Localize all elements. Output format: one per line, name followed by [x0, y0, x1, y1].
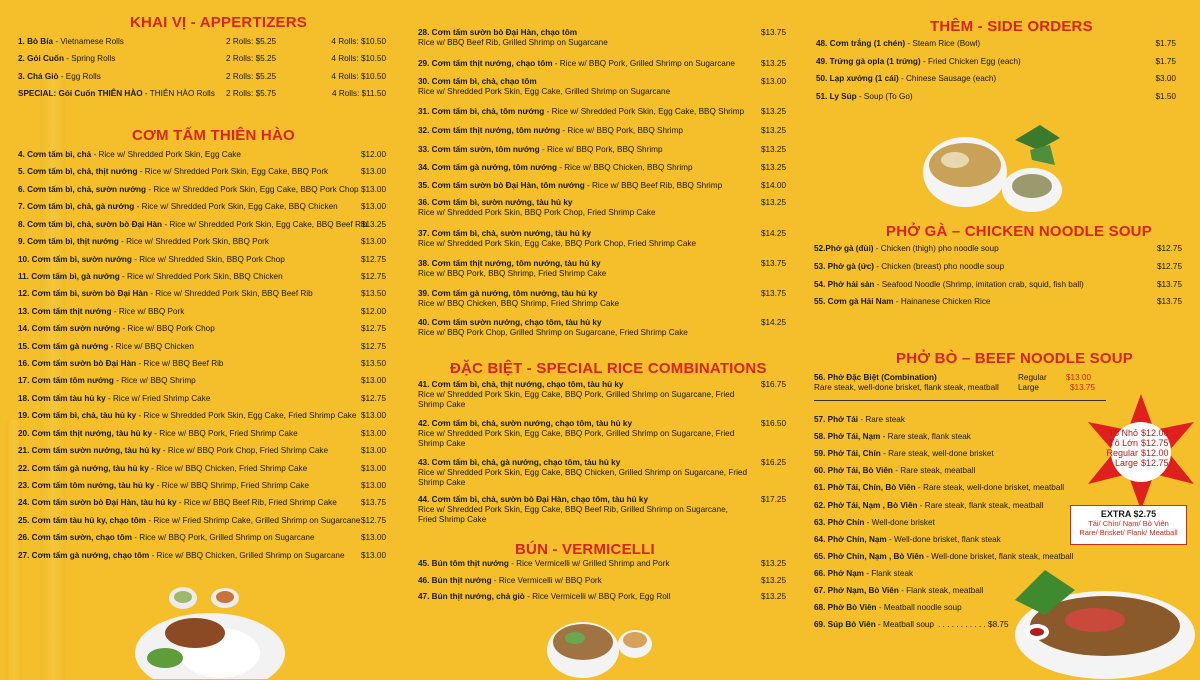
- item-desc: - Rice w/ Shredded Pork Skin, Egg Cake, BBQ Pork: [137, 167, 329, 177]
- item-price: $1.50: [1155, 91, 1176, 101]
- item-price: $12.75: [360, 271, 386, 281]
- pho-combo-desc: Rare steak, well-done brisket, flank steak, meatball: [814, 383, 999, 392]
- beef-pho-item: [814, 449, 1104, 459]
- appetizer-item: [18, 72, 386, 82]
- item-name: SPECIAL: Gỏi Cuốn THIÊN HÀO: [18, 88, 143, 98]
- menu-item: [418, 289, 786, 309]
- item-desc: - Rice Vermicelli w/ Grilled Shrimp and Pork: [508, 559, 670, 568]
- pho-combo-item: [814, 373, 1104, 393]
- item-name: 12. Cơm tấm bì, sườn bò Đại Hàn: [18, 289, 148, 299]
- item-name: 36. Cơm tấm bì, sườn nướng, tàu hủ ky: [418, 198, 573, 207]
- menu-item: [418, 198, 786, 218]
- item-desc: - Rice w/ BBQ Pork, Grilled Shrimp on Sugarcane: [552, 59, 735, 68]
- item-desc: - Rice w/ BBQ Pork, BBQ Shrimp: [539, 145, 663, 154]
- vermicelli-item: [418, 592, 786, 602]
- item-desc: - Rice w/ BBQ Pork, BBQ Shrimp: [560, 126, 683, 135]
- item-price: $13.25: [760, 126, 786, 135]
- menu-item: [18, 481, 386, 491]
- item-price: $13.00: [360, 184, 386, 194]
- item-price: $13.00: [360, 446, 386, 456]
- pho-combo-large-price: $13.75: [1070, 383, 1096, 392]
- side-item: [816, 92, 1176, 102]
- item-price: $13.25: [760, 107, 786, 116]
- item-desc: - Soup (To Go): [856, 91, 913, 101]
- item-name: 34. Cơm tấm gà nướng, tôm nướng: [418, 163, 557, 172]
- menu-item: [18, 516, 386, 526]
- item-price: $13.00: [360, 463, 386, 473]
- item-desc: - Rice Vermicelli w/ BBQ Pork, Egg Roll: [524, 592, 671, 601]
- menu-item: [18, 202, 386, 212]
- menu-item: [418, 145, 786, 155]
- menu-item: [18, 272, 386, 282]
- menu-item: [18, 255, 386, 265]
- item-price: $14.25: [760, 229, 786, 238]
- star-size-label: Regular: [1106, 448, 1138, 458]
- item-price: $13.75: [760, 259, 786, 268]
- vermicelli-item: [418, 559, 786, 569]
- item-name: 6. Cơm tấm bì, chả, sườn nướng: [18, 184, 147, 194]
- item-desc: - Rice w/ BBQ Beef Rib, BBQ Shrimp: [584, 181, 723, 190]
- item-desc: - Rice w/ Shredded Pork Skin, Egg Cake, BBQ Pork Chop: [146, 184, 359, 194]
- chicken-pho-item: [814, 244, 1182, 254]
- item-name: 21. Cơm tấm sườn nướng, tàu hủ ky: [18, 446, 161, 456]
- item-desc: Rice w/ Shredded Pork Skin, Egg Cake, BBQ Pork, Grilled Shrimp on Sugarcane, Fried Shrimp Cake: [418, 390, 735, 409]
- item-price: $14.25: [760, 318, 786, 327]
- item-price: $13.00: [360, 376, 386, 386]
- item-name: 15. Cơm tấm gà nướng: [18, 341, 109, 351]
- item-price: $13.25: [360, 219, 386, 229]
- item-name: 50. Lạp xưởng (1 cái): [816, 74, 899, 83]
- menu-item: [18, 289, 386, 299]
- item-name: 68. Phở Bò Viên: [814, 603, 877, 613]
- item-name: 46. Bún thịt nướng: [418, 575, 492, 585]
- menu-item: [18, 167, 386, 177]
- item-desc: - Rare steak, flank steak, meatball: [917, 500, 1044, 510]
- menu-item: [418, 229, 786, 249]
- pho-combo-regular-label: Regular: [1018, 373, 1047, 382]
- item-price: $1.75: [1155, 39, 1176, 48]
- star-size-label: Tô Nhỏ: [1108, 428, 1138, 438]
- item-name: 60. Phở Tái, Bò Viên: [814, 466, 893, 476]
- item-name: 9. Cơm tấm bì, thịt nướng: [18, 237, 119, 247]
- item-price: $16.75: [760, 380, 786, 389]
- item-desc: - Rice w/ BBQ Pork: [111, 306, 185, 316]
- vermicelli-item: [418, 576, 786, 586]
- menu-item: [418, 126, 786, 136]
- item-name: 47. Bún thịt nướng, chả giò: [418, 592, 525, 601]
- item-name: 41. Cơm tấm bì, chả, thịt nướng, chạo tôm, tàu hủ ky: [418, 380, 624, 389]
- menu-item: [18, 359, 386, 369]
- item-name: 38. Cơm tấm thịt nướng, tôm nướng, tàu hủ ky: [418, 259, 601, 268]
- item-price: $12.75: [360, 324, 386, 334]
- extra-line-en: Rare/ Brisket/ Flank/ Meatball: [1079, 528, 1178, 537]
- item-desc: Rice w/ BBQ Beef Rib, Grilled Shrimp on Sugarcane: [418, 38, 608, 47]
- item-price: $13.75: [760, 289, 786, 298]
- item-price: $13.75: [1156, 297, 1182, 307]
- item-name: 2. Gỏi Cuốn: [18, 54, 64, 64]
- item-price-small: 2 Rolls: $5.25: [226, 37, 277, 46]
- chicken-pho-item: [814, 280, 1182, 290]
- item-name: 53. Phở gà (ức): [814, 261, 874, 271]
- menu-item: [18, 342, 386, 352]
- item-price: $16.25: [760, 458, 786, 467]
- item-desc: - Rare steak: [858, 415, 905, 424]
- item-name: 48. Cơm trắng (1 chén): [816, 39, 906, 48]
- appetizer-item: [18, 54, 386, 64]
- item-desc: - Egg Rolls: [58, 71, 101, 81]
- menu-item: [18, 533, 386, 543]
- item-name: 51. Ly Súp: [816, 91, 857, 101]
- item-price: $1.75: [1155, 56, 1176, 66]
- item-name: 19. Cơm tấm bì, chả, tàu hủ ky: [18, 411, 137, 421]
- section-title-com-tam: CƠM TẤM THIÊN HÀO: [132, 127, 295, 144]
- section-title-dac-biet: ĐẶC BIỆT - SPECIAL RICE COMBINATIONS: [450, 360, 767, 377]
- chicken-pho-item: [814, 297, 1182, 307]
- appetizer-item: [18, 89, 386, 99]
- item-desc: - Spring Rolls: [63, 54, 116, 64]
- pho-divider: [814, 400, 1106, 401]
- item-price: $12.75: [1156, 244, 1182, 253]
- star-size-price: $12.00: [1141, 428, 1169, 438]
- menu-item: [18, 237, 386, 247]
- item-price: $13.25: [760, 163, 786, 172]
- item-name: 44. Cơm tấm bì, chả, sườn bò Đại Hàn, chạo tôm, tàu hủ ky: [418, 495, 649, 504]
- item-name: 22. Cơm tấm gà nướng, tàu hủ ky: [18, 463, 149, 473]
- item-name: 26. Cơm tấm sườn, chạo tôm: [18, 533, 133, 543]
- item-price: $17.25: [760, 495, 786, 504]
- item-desc: Rice w/ Shredded Pork Skin, Egg Cake, BBQ Beef Rib, Grilled Shrimp on Sugarcane, Fried Shrimp Cake: [418, 505, 728, 524]
- item-name: 57. Phở Tái: [814, 415, 859, 424]
- item-price: $12.00: [360, 306, 386, 316]
- star-price-row: [1096, 458, 1186, 468]
- menu-item: [18, 324, 386, 334]
- star-price-row: [1096, 428, 1186, 438]
- item-price: $13.00: [360, 167, 386, 177]
- menu-item: [18, 551, 386, 561]
- item-name: 27. Cơm tấm gà nướng, chạo tôm: [18, 550, 150, 560]
- item-name: 5. Cơm tấm bì, chả, thịt nướng: [18, 167, 138, 177]
- beef-pho-item: [814, 518, 1104, 528]
- item-desc: - Rice w/ BBQ Pork, Fried Shrimp Cake: [152, 428, 298, 438]
- rice-plate-image: [125, 578, 285, 679]
- item-desc: - Vietnamese Rolls: [53, 37, 124, 46]
- item-desc: - Well-done brisket, flank steak: [886, 534, 1001, 544]
- item-price: $13.25: [760, 198, 786, 207]
- item-name: 7. Cơm tấm bì, chả, gà nướng: [18, 202, 135, 212]
- menu-item: [418, 163, 786, 173]
- item-name: 28. Cơm tấm sườn bò Đại Hàn, chạo tôm: [418, 28, 578, 37]
- beef-pho-item: [814, 432, 1104, 442]
- item-price: $13.75: [360, 498, 386, 508]
- item-desc: - Chicken (breast) pho noodle soup: [873, 261, 1005, 271]
- item-price-large: 4 Rolls: $10.50: [331, 37, 386, 46]
- item-price: $13.00: [360, 237, 386, 247]
- menu-item: [18, 376, 386, 386]
- special-item: [418, 458, 786, 488]
- item-price-large: 4 Rolls: $10.50: [331, 54, 386, 64]
- item-desc: - Rare steak, meatball: [892, 466, 976, 476]
- item-desc: - Rice w/ BBQ Pork, Grilled Shrimp on Sugarcane: [132, 533, 315, 543]
- item-desc: - THIÊN HÀO Rolls: [142, 88, 215, 98]
- item-price: $13.25: [760, 59, 786, 68]
- item-name: 54. Phở hải sản: [814, 279, 875, 289]
- item-price: $13.50: [360, 289, 386, 299]
- menu-item: [18, 464, 386, 474]
- menu-item: [18, 220, 386, 230]
- item-name: 49. Trứng gà opla (1 trứng): [816, 56, 921, 66]
- item-price: $14.00: [760, 181, 786, 190]
- menu-item: [18, 446, 386, 456]
- item-desc: Rice w/ Shredded Pork Skin, Egg Cake, BBQ Pork Chop, Fried Shrimp Cake: [418, 239, 697, 248]
- vermicelli-bowl-image: [545, 610, 665, 679]
- item-name: 18. Cơm tấm tàu hủ ky: [18, 393, 106, 403]
- item-desc: - Rice w Shredded Pork Skin, Egg Cake, Fried Shrimp Cake: [136, 411, 357, 421]
- item-name: 69. Súp Bò Viên: [814, 620, 876, 630]
- item-price: $12.00: [360, 150, 386, 159]
- item-name: 10. Cơm tấm bì, sườn nướng: [18, 254, 132, 264]
- star-price-row: [1096, 438, 1186, 448]
- menu-item: [418, 77, 786, 97]
- item-name: 58. Phở Tái, Nạm: [814, 432, 881, 442]
- item-desc: Rice w/ BBQ Chicken, BBQ Shrimp, Fried Shrimp Cake: [418, 299, 620, 308]
- item-name: 31. Cơm tấm bì, chả, tôm nướng: [418, 107, 545, 116]
- item-price: $13.75: [760, 28, 786, 37]
- item-desc: - Rice w/ BBQ Pork Chop, Fried Shrimp Cake: [160, 446, 329, 456]
- special-item: [418, 380, 786, 410]
- item-desc: - Fried Chicken Egg (each): [920, 56, 1021, 66]
- item-name: 63. Phở Chín: [814, 517, 865, 527]
- appetizer-item: [18, 37, 386, 47]
- menu-item: [18, 429, 386, 439]
- item-price: $13.00: [360, 533, 386, 543]
- item-desc: - Flank steak: [863, 568, 914, 578]
- item-price: $13.25: [760, 575, 786, 585]
- menu-item: [418, 28, 786, 48]
- menu-item: [18, 411, 386, 421]
- item-name: 17. Cơm tấm tôm nướng: [18, 376, 114, 386]
- item-desc: - Rice w/ BBQ Chicken, Grilled Shrimp on Sugarcane: [149, 550, 345, 560]
- item-desc: - Rice w/ Fried Shrimp Cake: [105, 393, 211, 403]
- item-name: 52.Phở gà (đùi): [814, 244, 874, 253]
- side-item: [816, 39, 1176, 49]
- item-name: 16. Cơm tấm sườn bò Đại Hàn: [18, 359, 137, 369]
- menu-item: [418, 59, 786, 69]
- star-size-label: Tô Lớn: [1109, 438, 1138, 448]
- pho-combo-large-label: Large: [1018, 383, 1039, 392]
- item-price: $13.00: [360, 428, 386, 438]
- item-desc: - Rice w/ BBQ Beef Rib: [136, 359, 224, 369]
- item-price: $12.75: [360, 341, 386, 351]
- special-item: [418, 495, 786, 525]
- beef-pho-item: [814, 501, 1104, 511]
- item-price: $12.75: [360, 254, 386, 264]
- extra-box: [1070, 505, 1187, 545]
- item-name: 65. Phở Chín, Nạm , Bò Viên: [814, 551, 924, 561]
- item-desc: - Steam Rice (Bowl): [905, 39, 981, 48]
- star-size-price: $12.75: [1141, 458, 1169, 468]
- item-name: 11. Cơm tấm bì, gà nướng: [18, 271, 120, 281]
- side-item: [816, 74, 1176, 84]
- item-price: $13.00: [760, 77, 786, 86]
- chicken-pho-item: [814, 262, 1182, 272]
- item-desc: - Meatball noodle soup: [876, 603, 962, 613]
- item-name: 66. Phở Nạm: [814, 568, 864, 578]
- item-name: 67. Phở Nạm, Bò Viên: [814, 586, 899, 595]
- item-price: $13.00: [360, 411, 386, 421]
- item-desc: - Rice w/ BBQ Shrimp: [113, 376, 196, 386]
- item-price-large: 4 Rolls: $10.50: [331, 71, 386, 81]
- item-desc: - Rice w/ Shredded Pork Skin, Egg Cake, BBQ Beef Rib: [162, 219, 368, 229]
- pho-ga-bowl-image: [920, 120, 1070, 215]
- item-name: 40. Cơm tấm sườn nướng, chạo tôm, tàu hủ ky: [418, 318, 602, 327]
- item-name: 29. Cơm tấm thịt nướng, chạo tôm: [418, 59, 553, 68]
- item-name: 23. Cơm tấm tôm nướng, tàu hủ ky: [18, 480, 155, 490]
- item-desc: Rice w/ Shredded Pork Skin, Egg Cake, BBQ Chicken, Grilled Shrimp on Sugarcane, Fried Shrimp Cake: [418, 468, 748, 487]
- item-desc: - Rice w/ Shredded Pork Skin, BBQ Chicken: [119, 271, 283, 281]
- item-price: $13.25: [760, 145, 786, 154]
- menu-item: [18, 394, 386, 404]
- special-item: [418, 419, 786, 449]
- item-price: $13.00: [360, 480, 386, 490]
- item-desc: - Rice w/ BBQ Pork Chop: [120, 324, 215, 334]
- item-price-small: 2 Rolls: $5.25: [226, 71, 277, 81]
- item-desc: - Rare steak, well-done brisket, meatball: [915, 483, 1065, 493]
- item-desc: - Rice w/ Fried Shrimp Cake, Grilled Shrimp on Sugarcane: [146, 515, 361, 525]
- star-size-price: $12.00: [1141, 448, 1169, 458]
- item-desc: - Rice w/ Shredded Pork Skin, Egg Cake, BBQ Shrimp: [544, 107, 745, 116]
- extra-title: EXTRA $2.75: [1100, 509, 1157, 519]
- item-desc: - Rice w/ BBQ Chicken, Fried Shrimp Cake: [148, 463, 308, 473]
- item-price-large: 4 Rolls: $11.50: [331, 88, 386, 98]
- item-desc: - Flank steak, meatball: [898, 586, 984, 595]
- item-name: 32. Cơm tấm thịt nướng, tôm nướng: [418, 126, 561, 135]
- extra-line-vn: Tái/ Chín/ Nạm/ Bò Viên: [1088, 519, 1169, 528]
- menu-item: [18, 185, 386, 195]
- item-desc: - Rice w/ Shredded Skin, BBQ Pork Chop: [131, 254, 285, 264]
- item-desc: Rice w/ Shredded Pork Skin, BBQ Pork Chop, Fried Shrimp Cake: [418, 208, 656, 217]
- item-desc: - Rare steak, well-done brisket: [880, 449, 994, 459]
- item-price: $13.50: [360, 359, 386, 369]
- beef-pho-item: [814, 415, 1104, 425]
- item-name: 62. Phở Tái, Nạm , Bò Viên: [814, 500, 918, 510]
- item-desc: - Chinese Sausage (each): [898, 74, 997, 83]
- item-desc: - Rice w/ BBQ Shrimp, Fried Shrimp Cake: [154, 480, 310, 490]
- item-price: $16.50: [760, 419, 786, 428]
- item-price: $12.75: [360, 515, 386, 525]
- item-desc: Rice w/ Shredded Pork Skin, Egg Cake, Grilled Shrimp on Sugarcane: [418, 87, 671, 96]
- item-desc: - Rice w/ BBQ Chicken: [108, 341, 194, 351]
- item-desc: - Rice w/ Shredded Pork Skin, BBQ Beef Rib: [147, 289, 313, 299]
- item-price: $13.00: [360, 202, 386, 212]
- item-name: 24. Cơm tấm sườn bò Đại Hàn, tàu hủ ky: [18, 498, 177, 508]
- item-name: 8. Cơm tấm bì, chả, sườn bò Đại Hàn: [18, 219, 163, 229]
- item-price-small: 2 Rolls: $5.75: [226, 88, 277, 98]
- item-name: 37. Cơm tấm bì, chả, sườn nướng, tàu hủ ky: [418, 229, 592, 238]
- item-desc: - Well-done brisket: [864, 517, 935, 527]
- star-size-price: $12.75: [1141, 438, 1169, 448]
- section-title-them: THÊM - SIDE ORDERS: [930, 18, 1093, 35]
- section-title-bun: BÚN - VERMICELLI: [515, 541, 655, 558]
- item-name: 64. Phở Chín, Nạm: [814, 534, 887, 544]
- item-name: 30. Cơm tấm bì, chả, chạo tôm: [418, 77, 537, 86]
- item-name: 45. Bún tôm thịt nướng: [418, 559, 509, 568]
- item-desc: - Seafood Noodle (Shrimp, imitation crab, squid, fish ball): [874, 279, 1084, 289]
- item-price: $3.00: [1155, 74, 1176, 83]
- item-desc: - Chicken (thigh) pho noodle soup: [873, 244, 999, 253]
- item-name: 59. Phở Tái, Chín: [814, 449, 881, 459]
- section-title-pho-bo: PHỞ BÒ – BEEF NOODLE SOUP: [896, 350, 1133, 367]
- item-name: 39. Cơm tấm gà nướng, tôm nướng, tàu hủ ky: [418, 289, 598, 298]
- menu-item: [418, 259, 786, 279]
- item-desc: Rice w/ BBQ Pork Chop, Grilled Shrimp on Sugarcane, Fried Shrimp Cake: [418, 328, 688, 337]
- menu-item: [18, 307, 386, 317]
- beef-pho-item: [814, 535, 1104, 545]
- star-size-label: Large: [1114, 458, 1138, 468]
- section-title-khai-vi: KHAI VỊ - APPERTIZERS: [130, 14, 307, 31]
- item-desc: - Rice w/ BBQ Chicken, BBQ Shrimp: [556, 163, 693, 172]
- pho-combo-name: 56. Phở Đặc Biệt (Combination): [814, 373, 937, 382]
- side-item: [816, 57, 1176, 67]
- menu-item: [18, 498, 386, 508]
- beef-pho-item: [814, 483, 1104, 493]
- item-desc: - Meatball soup: [875, 620, 934, 630]
- item-name: 1. Bò Bía: [18, 37, 54, 46]
- item-name: 25. Cơm tấm tàu hủ ky, chạo tôm: [18, 515, 147, 525]
- item-name: 42. Cơm tấm bì, chả, sườn nướng, chạo tôm, tàu hủ ky: [418, 419, 633, 428]
- item-price-small: 2 Rolls: $5.25: [226, 54, 277, 64]
- item-desc: - Rice w/ BBQ Beef Rib, Fried Shrimp Cake: [176, 498, 337, 508]
- item-desc: - Rare steak, flank steak: [880, 432, 971, 442]
- menu-item: [18, 150, 386, 160]
- menu-item: [418, 107, 786, 117]
- item-name: 55. Cơm gà Hải Nam: [814, 297, 894, 307]
- item-price: $13.25: [760, 592, 786, 601]
- item-desc: - Well-done brisket, flank steak, meatball: [923, 551, 1074, 561]
- item-price: $13.00: [360, 550, 386, 560]
- item-desc: - Rice w/ Shredded Pork Skin, Egg Cake: [91, 150, 241, 159]
- item-name: 43. Cơm tấm bì, chả, gà nướng, chạo tôm, tàu hủ ky: [418, 458, 621, 467]
- item-desc: - Rice w/ Shredded Pork Skin, Egg Cake, BBQ Chicken: [134, 202, 338, 212]
- item-name: 14. Cơm tấm sườn nướng: [18, 324, 121, 334]
- item-price: $12.75: [360, 393, 386, 403]
- item-desc: - Hainanese Chicken Rice: [893, 297, 991, 307]
- pho-bo-bowl-image: [1005, 560, 1200, 679]
- item-desc: Rice w/ Shredded Pork Skin, Egg Cake, BBQ Pork, Grilled Shrimp on Sugarcane, Fried Shrimp Cake: [418, 429, 735, 448]
- item-name: 20. Cơm tấm thịt nướng, tàu hủ ky: [18, 428, 153, 438]
- pho-combo-regular-price: $13.00: [1066, 373, 1092, 382]
- menu-item: [418, 181, 786, 191]
- item-price: $13.75: [1156, 279, 1182, 289]
- item-name: 33. Cơm tấm sườn, tôm nướng: [418, 145, 540, 154]
- item-name: 13. Cơm tấm thịt nướng: [18, 306, 112, 316]
- item-name: 35. Cơm tấm sườn bò Đại Hàn, tôm nướng: [418, 181, 585, 190]
- item-price: $13.25: [760, 559, 786, 568]
- item-name: 61. Phở Tái, Chín, Bò Viên: [814, 483, 916, 493]
- star-price-row: [1096, 448, 1186, 458]
- item-name: 3. Chả Giò: [18, 71, 59, 81]
- star-price-list: [1096, 428, 1186, 468]
- item-name: 4. Cơm tấm bì, chả: [18, 150, 92, 159]
- beef-pho-item: [814, 466, 1104, 476]
- section-title-pho-ga: PHỞ GÀ – CHICKEN NOODLE SOUP: [886, 223, 1152, 240]
- menu-item: [418, 318, 786, 338]
- item-desc: Rice w/ BBQ Pork, BBQ Shrimp, Fried Shrimp Cake: [418, 269, 607, 278]
- item-desc: - Rice Vermicelli w/ BBQ Pork: [491, 575, 602, 585]
- item-desc: - Rice w/ Shredded Pork Skin, BBQ Pork: [118, 237, 269, 247]
- item-price: . . . . . . . . . . . $8.75: [938, 620, 1009, 630]
- item-price: $12.75: [1156, 261, 1182, 271]
